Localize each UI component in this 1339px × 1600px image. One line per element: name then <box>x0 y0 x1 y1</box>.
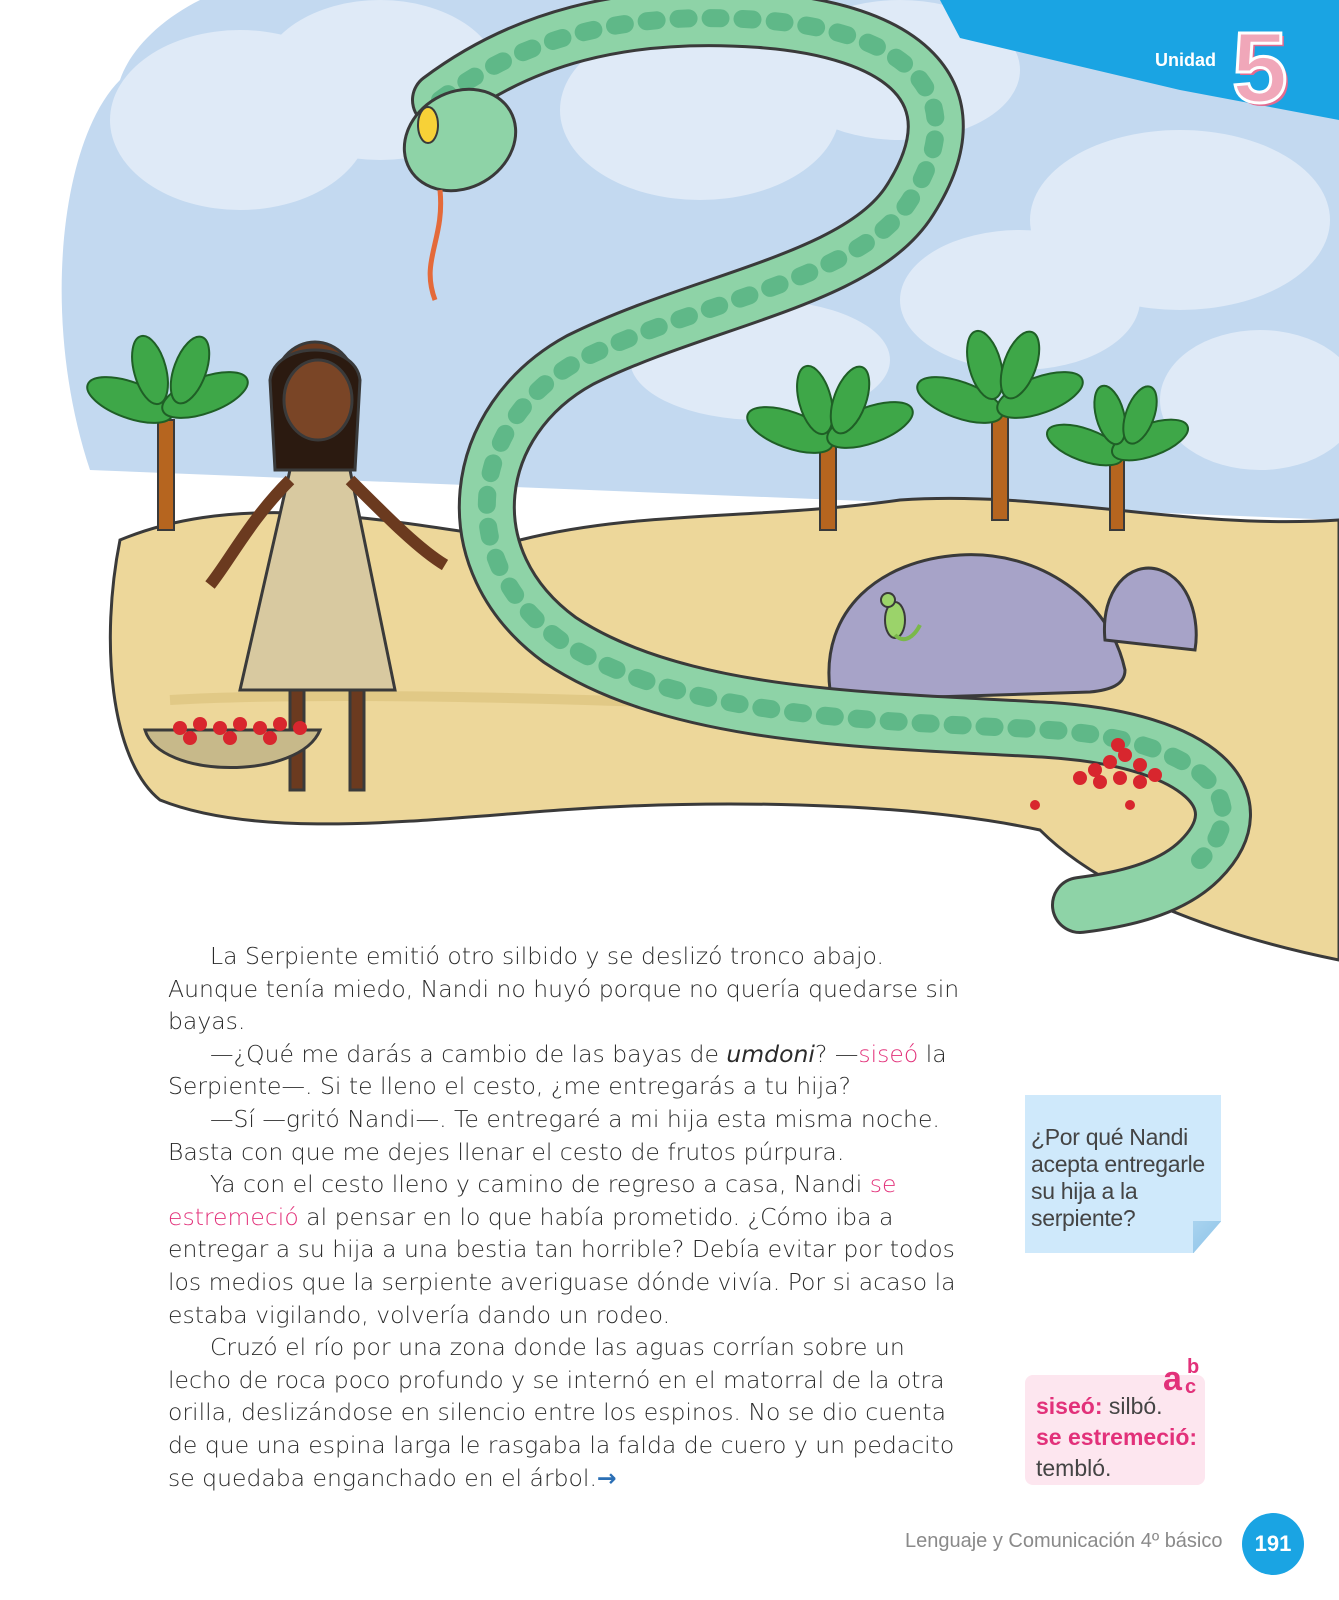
story-paragraph: —Sí —gritó Nandi—. Te entregaré a mi hija esta misma noche. Basta con que me dejes llenar el cesto de frutos púrpura. <box>168 1104 940 1166</box>
question-text: ¿Por qué Nandi acepta entregarle su hija a la serpiente? <box>1031 1124 1205 1231</box>
glossary-definition: silbó. <box>1102 1393 1163 1419</box>
page-number: 191 <box>1242 1513 1304 1575</box>
glossary-term: se estremeció: <box>1036 1424 1198 1450</box>
unit-number: 5 <box>1232 12 1288 124</box>
glossary-word-siseo: siseó <box>858 1039 919 1068</box>
story-paragraph: La Serpiente emitió otro silbido y se deslizó tronco abajo. Aunque tenía miedo, Nandi no huyó porque no quería quedarse sin bayas. <box>168 942 960 1036</box>
glossary-definition: tembló. <box>1036 1455 1112 1481</box>
story-paragraph: Cruzó el río por una zona donde las aguas corrían sobre un lecho de roca poco profundo y se internó en el matorral de la otra orilla, deslizándose en silencio entre los espinos. No se dio cuenta de que una espina larga le rasgaba la falda de cuero y un pedacito se quedaba enganchado en el árbol.→ <box>168 1333 955 1492</box>
glossary-term: siseó: <box>1036 1393 1103 1419</box>
story-paragraph: —¿Qué me darás a cambio de las bayas de umdoni? —siseó la Serpiente—. Si te lleno el cesto, ¿me entregarás a tu hija? <box>168 1039 947 1101</box>
footer-subject: Lenguaje y Comunicación 4º básico <box>905 1530 1223 1552</box>
unit-label: Unidad <box>1155 50 1216 70</box>
glossary-text <box>1036 1391 1214 1484</box>
abc-icon: a b c <box>1163 1356 1200 1398</box>
continue-arrow-icon: → <box>596 1463 617 1492</box>
glossary-word-se-estremecio: se estremeció <box>168 1170 897 1231</box>
story-text <box>168 940 968 1494</box>
story-paragraph: Ya con el cesto lleno y camino de regreso a casa, Nandi se estremeció al pensar en lo que había prometido. ¿Cómo iba a entregar a su hija a una bestia tan horrible? Debía evitar por todos los medios que la serpiente averiguase dónde vivía. Por si acaso la estaba vigilando, volvería dando un rodeo. <box>168 1170 956 1329</box>
